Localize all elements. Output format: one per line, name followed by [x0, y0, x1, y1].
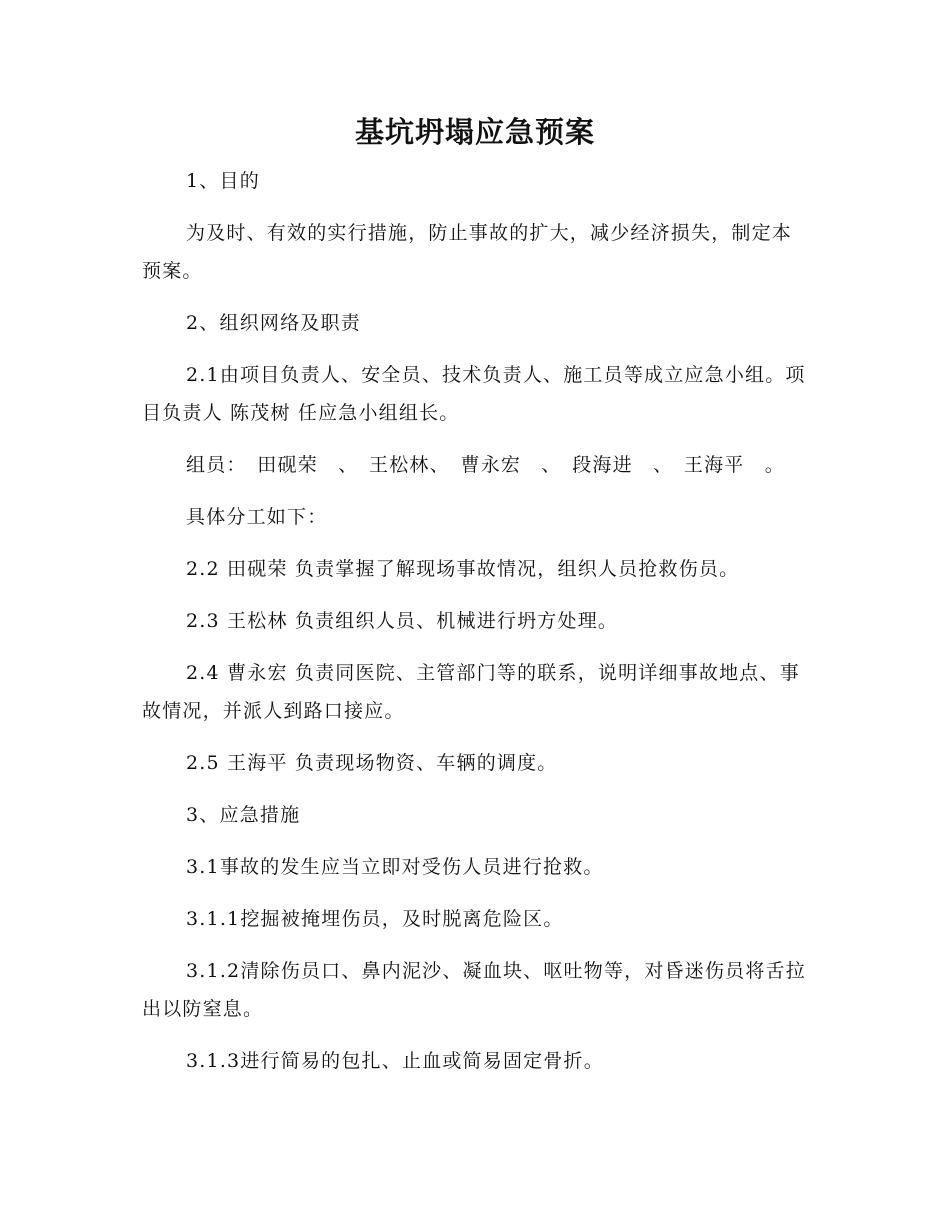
paragraph-3-1-3: 3.1.3进行简易的包扎、止血或简易固定骨折。	[186, 1050, 604, 1072]
section-heading-emergency-measures: 3、应急措施	[186, 804, 301, 826]
section-heading-organization: 2、组织网络及职责	[186, 312, 361, 334]
document-body	[142, 162, 812, 1094]
document-title: 基坑坍塌应急预案	[354, 115, 595, 149]
paragraph-2-1: 2.1由项目负责人、安全员、技术负责人、施工员等成立应急小组。项目负责人 陈茂树 任应急小组组长。	[142, 364, 806, 424]
paragraph-purpose: 为及时、有效的实行措施，防止事故的扩大，减少经济损失，制定本预案。	[142, 222, 793, 282]
paragraph-2-2: 2.2 田砚荣 负责掌握了解现场事故情况，组织人员抢救伤员。	[186, 558, 740, 580]
paragraph-2-5: 2.5 王海平 负责现场物资、车辆的调度。	[186, 752, 558, 774]
paragraph-members: 组员： 田砚荣 、 王松林、 曹永宏 、 段海进 、 王海平 。	[186, 454, 785, 476]
section-heading-purpose: 1、目的	[186, 170, 260, 192]
paragraph-3-1: 3.1事故的发生应当立即对受伤人员进行抢救。	[186, 856, 604, 878]
paragraph-2-3: 2.3 王松林 负责组织人员、机械进行坍方处理。	[186, 610, 619, 632]
paragraph-2-4: 2.4 曹永宏 负责同医院、主管部门等的联系，说明详细事故地点、事故情况，并派人到路口接应。	[142, 662, 800, 722]
paragraph-3-1-2: 3.1.2清除伤员口、鼻内泥沙、凝血块、呕吐物等，对昏迷伤员将舌拉出以防窒息。	[142, 960, 806, 1020]
paragraph-division-intro: 具体分工如下：	[186, 506, 328, 528]
paragraph-3-1-1: 3.1.1挖掘被掩埋伤员，及时脱离危险区。	[186, 908, 564, 930]
